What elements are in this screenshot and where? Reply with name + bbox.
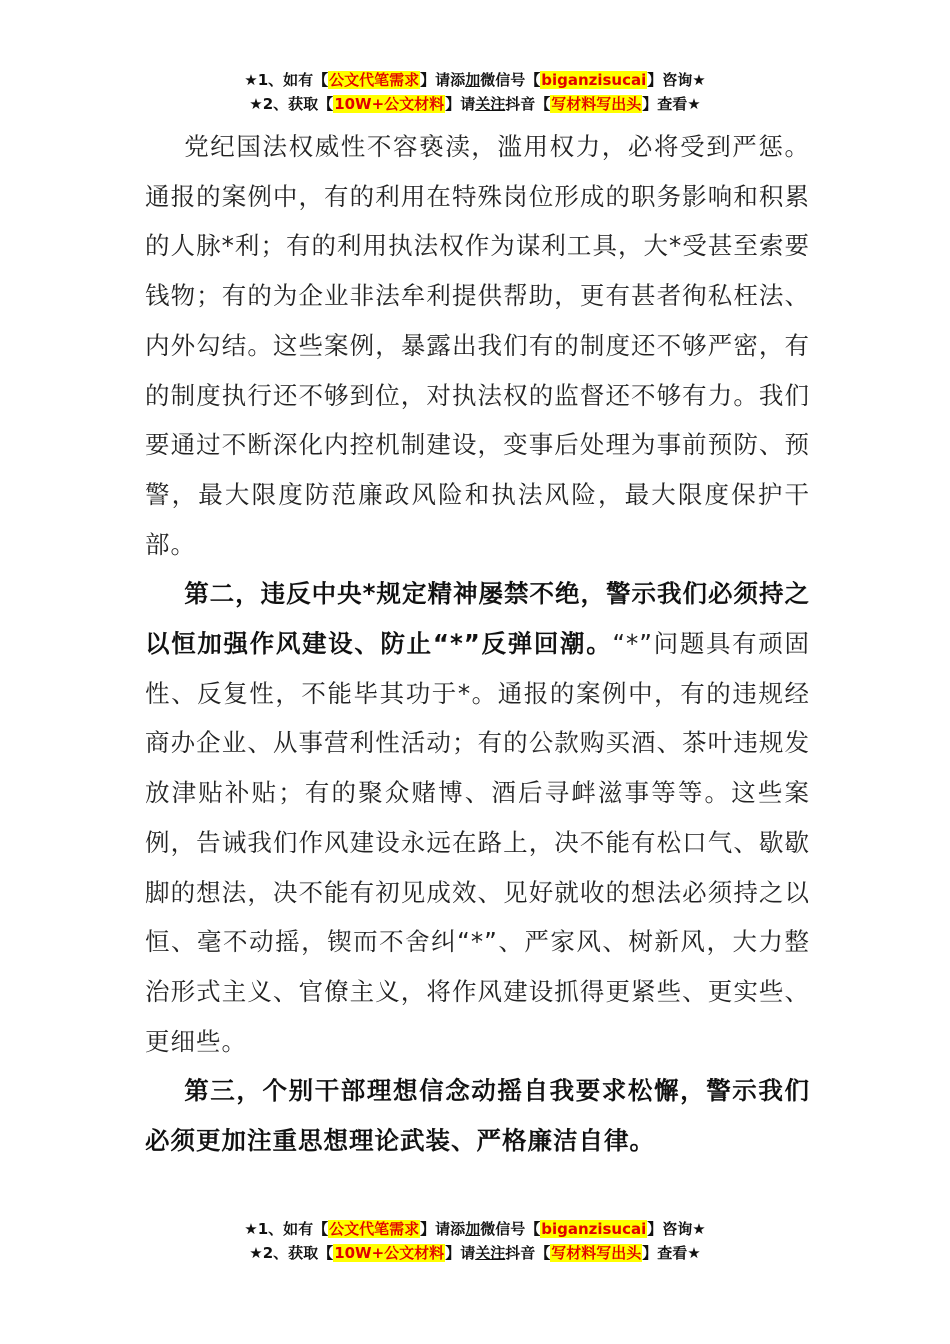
paragraph-1: 党纪国法权威性不容亵渎，滥用权力，必将受到严惩。通报的案例中，有的利用在特殊岗位形成的职务影响和积累的人脉*利；有的利用执法权作为谋利工具，大*受甚至索要钱物；有的为企业非法牟利提供帮助，更有甚者徇私枉法、内外勾结。这些案例，暴露出我们有的制度还不够严密，有的制度执行还不够到位，对执法权的监督还不够有力。我们要通过不断深化内控机制建设，变事后处理为事前预防、预警，最大限度防范廉政风险和执法风险，最大限度保护干部。 bbox=[145, 132, 810, 559]
highlight-wechat-id: biganzisucai bbox=[541, 71, 647, 89]
paragraph-2-text: “*”问题具有顽固性、反复性，不能毕其功于*。通报的案例中，有的违规经商办企业、从事营利性活动；有的公款购买酒、茶叶违规发放津贴补贴；有的聚众赌博、酒后寻衅滋事等等。这些案例，告诫我们作风建设永远在路上，决不能有松口气、歇歇脚的想法，决不能有初见成效、见好就收的想法必须持之以恒、毫不动摇，锲而不舍纠“*”、严家风、树新风，大力整治形式主义、官僚主义，将作风建设抓得更紧些、更实些、更细些。 bbox=[145, 629, 810, 1056]
header-banner-line-2: ★2、获取【10W+公文材料】请关注抖音【写材料写出头】查看★ bbox=[249, 95, 701, 113]
highlight-materials: 10W+公文材料 bbox=[334, 95, 445, 113]
section-heading-3: 第三，个别干部理想信念动摇自我要求松懈，警示我们必须更加注重思想理论武装、严格廉洁自律。 bbox=[145, 1076, 810, 1156]
footer-banner-line-2: ★2、获取【10W+公文材料】请关注抖音【写材料写出头】查看★ bbox=[249, 1244, 701, 1262]
footer-banner bbox=[0, 1217, 950, 1265]
footer-banner-line-1: ★1、如有【公文代笔需求】请添加微信号【biganzisucai】咨询★ bbox=[244, 1220, 706, 1238]
highlight-service: 公文代笔需求 bbox=[329, 71, 420, 89]
highlight-wechat-id: biganzisucai bbox=[541, 1220, 647, 1238]
section-heading-2: 第二，违反中央*规定精神屡禁不绝，警示我们必须持之以恒加强作风建设、防止“*”反弹回潮。 bbox=[145, 579, 810, 659]
highlight-service: 公文代笔需求 bbox=[329, 1220, 420, 1238]
document-body bbox=[145, 122, 810, 1166]
highlight-douyin-account: 写材料写出头 bbox=[551, 95, 642, 113]
paragraph-3 bbox=[145, 1066, 810, 1165]
highlight-douyin-account: 写材料写出头 bbox=[551, 1244, 642, 1262]
header-banner bbox=[0, 68, 950, 116]
paragraph-2 bbox=[145, 569, 810, 1066]
highlight-materials: 10W+公文材料 bbox=[334, 1244, 445, 1262]
header-banner-line-1: ★1、如有【公文代笔需求】请添加微信号【biganzisucai】咨询★ bbox=[244, 71, 706, 89]
